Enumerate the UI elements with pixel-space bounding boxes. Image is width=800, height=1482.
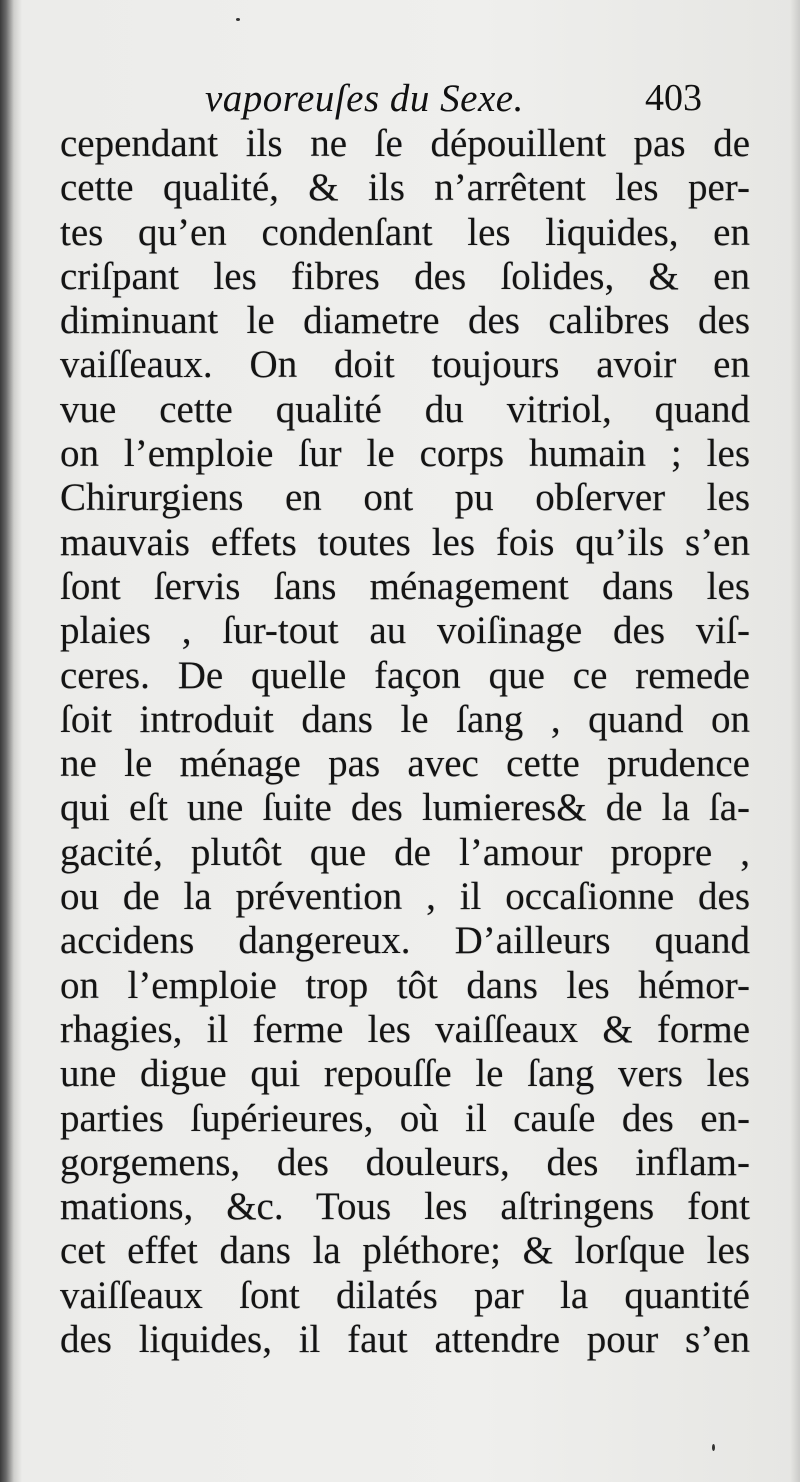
running-head: vaporeuſes du Sexe. bbox=[205, 77, 524, 120]
text-line: criſpant les fibres des ſolides, & en bbox=[60, 254, 750, 298]
text-line: qui eſt une ſuite des lumieres& de la ſa- bbox=[60, 786, 750, 830]
text-line: des liquides, il faut attendre pour s’en bbox=[60, 1318, 750, 1362]
text-line: mauvais effets toutes les fois qu’ils s’en bbox=[60, 520, 750, 564]
text-line: vue cette qualité du vitriol, quand bbox=[60, 387, 750, 431]
text-line: cet effet dans la pléthore; & lorſque les bbox=[60, 1229, 750, 1273]
text-line: ne le ménage pas avec cette prudence bbox=[60, 742, 750, 786]
text-line: ou de la prévention , il occaſionne des bbox=[60, 875, 750, 919]
text-line: ſoit introduit dans le ſang , quand on bbox=[60, 697, 750, 741]
body-text bbox=[60, 122, 750, 1362]
text-line: ceres. De quelle façon que ce remede bbox=[60, 653, 750, 697]
text-line: tes qu’en condenſant les liquides, en bbox=[60, 210, 750, 254]
page-edge-shadow bbox=[790, 0, 800, 1482]
text-line: accidens dangereux. D’ailleurs quand bbox=[60, 919, 750, 963]
text-line: rhagies, il ferme les vaiſſeaux & forme bbox=[60, 1007, 750, 1051]
text-line: Chirurgiens en ont pu obſerver les bbox=[60, 476, 750, 520]
text-line: parties ſupérieures, où il cauſe des en- bbox=[60, 1096, 750, 1140]
text-line: cependant ils ne ſe dépouillent pas de bbox=[60, 122, 750, 165]
text-line: on l’emploie trop tôt dans les hémor- bbox=[60, 963, 750, 1007]
text-line: cette qualité, & ils n’arrêtent les per- bbox=[60, 166, 750, 210]
text-line: vaiſſeaux. On doit toujours avoir en bbox=[60, 343, 750, 387]
text-line: gorgemens, des douleurs, des inflam- bbox=[60, 1140, 750, 1184]
paper-speck bbox=[712, 1444, 715, 1451]
text-line: plaies , ſur-tout au voiſinage des viſ- bbox=[60, 609, 750, 653]
text-line: mations, &c. Tous les aſtringens font bbox=[60, 1185, 750, 1229]
page-number: 403 bbox=[645, 77, 702, 119]
text-line: on l’emploie ſur le corps humain ; les bbox=[60, 432, 750, 476]
text-line: gacité, plutôt que de l’amour propre , bbox=[60, 830, 750, 874]
paper-speck bbox=[236, 18, 240, 21]
text-line: vaiſſeaux ſont dilatés par la quantité bbox=[60, 1273, 750, 1317]
text-line: une digue qui repouſſe le ſang vers les bbox=[60, 1052, 750, 1096]
text-line: diminuant le diametre des calibres des bbox=[60, 299, 750, 343]
text-line: ſont ſervis ſans ménagement dans les bbox=[60, 564, 750, 608]
